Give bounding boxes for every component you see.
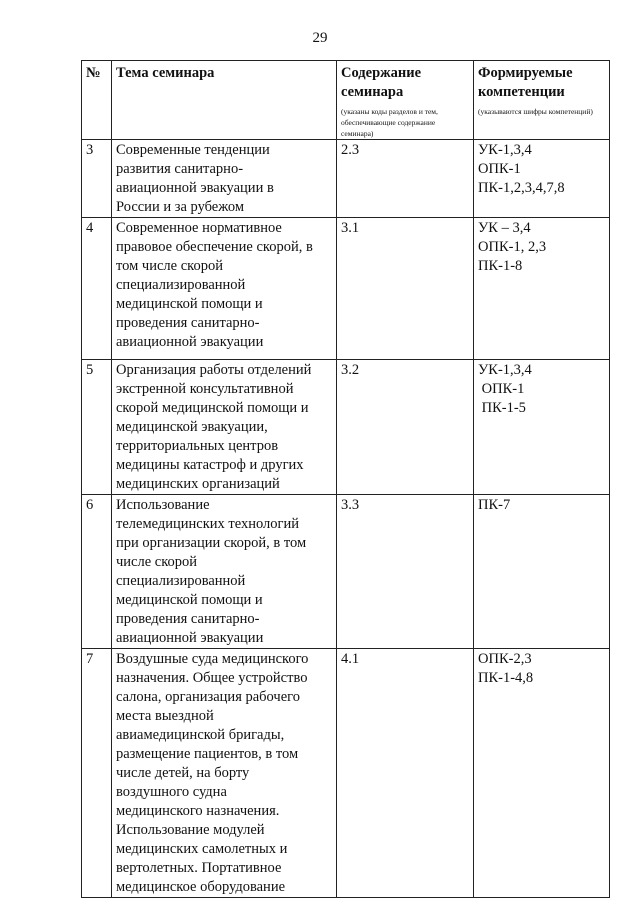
topic-line: Организация работы отделений: [116, 362, 312, 378]
competencies-cell: [474, 140, 610, 218]
competency-line: ПК-1-4,8: [478, 670, 534, 686]
topic-line: при организации скорой, в том: [116, 535, 307, 551]
seminar-topic-cell: [112, 218, 337, 360]
content-code-cell: 3.1: [337, 218, 474, 360]
content-code-cell: 2.3: [337, 140, 474, 218]
row-number-cell: 5: [82, 360, 112, 495]
topic-line: Современные тенденции: [116, 142, 270, 158]
competency-line: УК-1,3,4: [478, 142, 532, 158]
seminar-topic-cell: [112, 360, 337, 495]
table-header-row: [82, 61, 610, 140]
topic-line: медицинских самолетных и: [116, 841, 288, 857]
topic-line: места выездной: [116, 708, 214, 724]
seminar-topic-cell: [112, 495, 337, 649]
content-code-cell: 3.3: [337, 495, 474, 649]
topic-line: авиационной эвакуации: [116, 630, 264, 646]
seminar-table: [81, 60, 610, 898]
header-topic: Тема семинара: [112, 61, 337, 140]
topic-line: специализированной: [116, 573, 246, 589]
topic-line: числе скорой: [116, 554, 198, 570]
topic-line: медицинских организаций: [116, 476, 280, 492]
topic-line: специализированной: [116, 277, 246, 293]
topic-line: авиационной эвакуации: [116, 334, 264, 350]
header-content-title: Содержание семинара: [341, 65, 422, 100]
competency-line: УК – 3,4: [478, 220, 531, 236]
competencies-cell: [474, 495, 610, 649]
table-row: [82, 218, 610, 360]
topic-line: развития санитарно-: [116, 161, 244, 177]
header-comp-note: (указываются шифры компетенций): [478, 107, 593, 116]
competency-line: ОПК-1: [478, 161, 521, 177]
topic-line: вертолетных. Портативное: [116, 860, 282, 876]
topic-line: Воздушные суда медицинского: [116, 651, 309, 667]
content-code-cell: 3.2: [337, 360, 474, 495]
header-content-note: (указаны коды разделов и тем, обеспечивающие содержание семинара): [341, 107, 438, 138]
table-row: [82, 360, 610, 495]
topic-line: территориальных центров: [116, 438, 279, 454]
seminar-topic-cell: [112, 649, 337, 898]
topic-line: России и за рубежом: [116, 199, 245, 215]
topic-line: медицинской эвакуации,: [116, 419, 268, 435]
competencies-cell: [474, 218, 610, 360]
competency-line: ПК-1-8: [478, 258, 523, 274]
row-number-cell: 6: [82, 495, 112, 649]
topic-line: том числе скорой: [116, 258, 223, 274]
header-num: №: [82, 61, 112, 140]
competency-line: ПК-1,2,3,4,7,8: [478, 180, 565, 196]
topic-line: медицинского назначения.: [116, 803, 280, 819]
competency-line: ОПК-2,3: [478, 651, 532, 667]
competency-line: ОПК-1, 2,3: [478, 239, 547, 255]
header-content: [337, 61, 474, 140]
topic-line: правовое обеспечение скорой, в: [116, 239, 313, 255]
topic-line: экстренной консультативной: [116, 381, 294, 397]
topic-line: числе детей, на борту: [116, 765, 250, 781]
topic-line: авиамедицинской бригады,: [116, 727, 285, 743]
competency-line: ПК-1-5: [478, 400, 526, 416]
topic-line: размещение пациентов, в том: [116, 746, 299, 762]
row-number-cell: 7: [82, 649, 112, 898]
seminar-topic-cell: [112, 140, 337, 218]
table-row: [82, 140, 610, 218]
header-comp-title: Формируемые компетенции: [478, 65, 573, 100]
topic-line: Использование: [116, 497, 210, 513]
page-number: 29: [312, 30, 328, 46]
topic-line: скорой медицинской помощи и: [116, 400, 309, 416]
topic-line: медицинской помощи и: [116, 296, 263, 312]
content-code-cell: 4.1: [337, 649, 474, 898]
table-row: [82, 495, 610, 649]
header-competencies: [474, 61, 610, 140]
topic-line: авиационной эвакуации в: [116, 180, 274, 196]
topic-line: салона, организация рабочего: [116, 689, 300, 705]
topic-line: назначения. Общее устройство: [116, 670, 308, 686]
topic-line: медицины катастроф и других: [116, 457, 304, 473]
topic-line: Использование модулей: [116, 822, 265, 838]
competency-line: УК-1,3,4: [478, 362, 532, 378]
topic-line: медицинской помощи и: [116, 592, 263, 608]
topic-line: Современное нормативное: [116, 220, 282, 236]
topic-line: воздушного судна: [116, 784, 227, 800]
table-row: [82, 649, 610, 898]
row-number-cell: 3: [82, 140, 112, 218]
competency-line: ОПК-1: [478, 381, 525, 397]
row-number-cell: 4: [82, 218, 112, 360]
topic-line: проведения санитарно-: [116, 315, 260, 331]
competencies-cell: [474, 360, 610, 495]
competencies-cell: [474, 649, 610, 898]
topic-line: телемедицинских технологий: [116, 516, 299, 532]
competency-line: ПК-7: [478, 497, 511, 513]
topic-line: медицинское оборудование: [116, 879, 286, 895]
topic-line: проведения санитарно-: [116, 611, 260, 627]
